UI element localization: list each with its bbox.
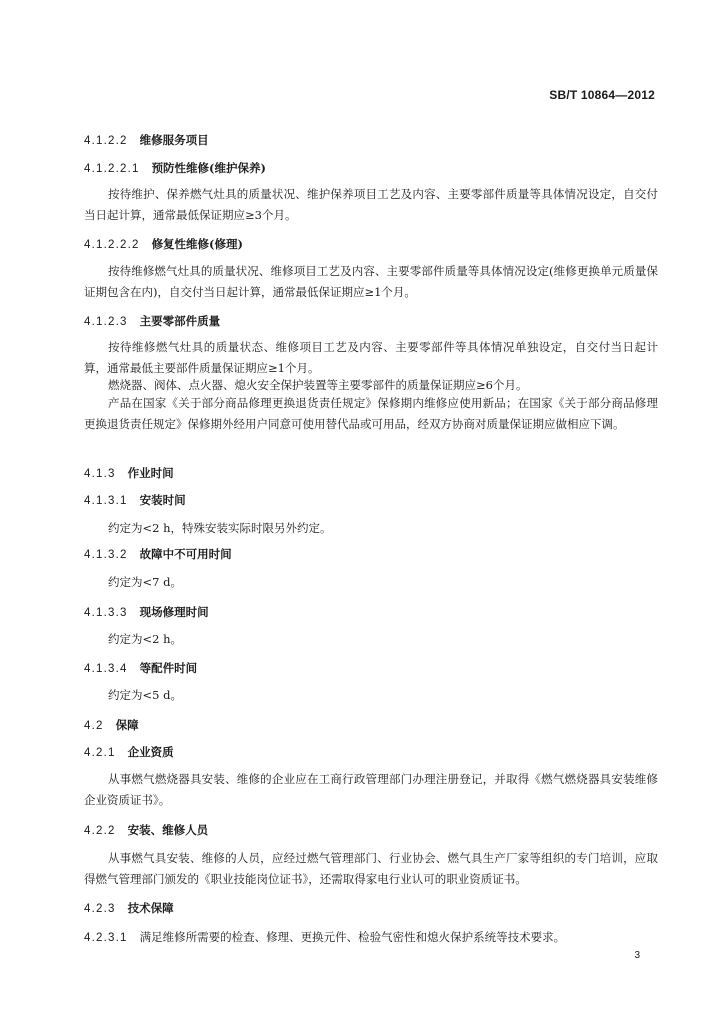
paragraph: 从事燃气燃烧器具安装、维修的企业应在工商行政管理部门办理注册登记，并取得《燃气燃烧器具安装维修企业资质证书》。: [84, 772, 658, 807]
section-number: 4.1.3.1: [84, 495, 128, 507]
paragraph: 按待维修燃气灶具的质量状况、维修项目工艺及内容、主要零部件质量等具体情况设定(维修更换单元质量保证期包含在内)，自交付当日起计算，通常最低保证期应≥1个月。: [84, 264, 658, 299]
heading-4-1-3-2: [84, 546, 232, 562]
heading-4-1-3-3: [84, 604, 209, 620]
heading-4-2: [84, 717, 139, 733]
section-number: 4.2.1: [84, 747, 116, 759]
section-title: 作业时间: [127, 466, 174, 480]
section-title: 预防性维修(维护保养): [151, 161, 266, 175]
paragraph: 按待维修燃气灶具的质量状态、维修项目工艺及内容、主要零部件等具体情况单独设定，自交付当日起计算，通常最低主要部件质量保证期应≥1个月。: [84, 340, 658, 375]
paragraph: 产品在国家《关于部分商品修理更换退货责任规定》保修期内维修应使用新品；在国家《关于部分商品修理更换退货责任规定》保修期外经用户同意可使用替代品或可用品，经双方协商对质量保证期应做相应下调。: [84, 396, 658, 431]
heading-4-1-2-2: [84, 132, 209, 148]
section-number: 4.1.2.2.1: [84, 163, 140, 175]
paragraph: 燃烧器、阀体、点火器、熄火安全保护装置等主要零部件的质量保证期应≥6个月。: [108, 378, 528, 392]
section-number: 4.2.3.1: [84, 932, 128, 944]
section-number: 4.1.2.2.2: [84, 239, 140, 251]
section-title: 安装、维修人员: [127, 823, 209, 837]
clause-4-2-3-1: [84, 929, 565, 945]
heading-4-1-2-2-1: [84, 160, 266, 176]
section-title: 企业资质: [127, 745, 174, 759]
heading-4-1-2-3: [84, 313, 220, 329]
paragraph: 从事燃气具安装、维修的人员，应经过燃气管理部门、行业协会、燃气具生产厂家等组织的专门培训，应取得燃气管理部门颁发的《职业技能岗位证书》，还需取得家电行业认可的职业资质证书。: [84, 851, 658, 886]
heading-4-1-3-1: [84, 492, 186, 508]
section-number: 4.2.3: [84, 903, 116, 915]
heading-4-2-3: [84, 900, 174, 916]
section-number: 4.1.2.2: [84, 135, 128, 147]
section-title: 维修服务项目: [139, 133, 209, 147]
heading-4-2-1: [84, 744, 174, 760]
page-number: 3: [634, 950, 640, 961]
paragraph: 约定为<7 d。: [108, 575, 182, 589]
section-title: 保障: [115, 718, 139, 732]
paragraph: 约定为<2 h。: [108, 632, 183, 646]
section-number: 4.1.3.2: [84, 549, 128, 561]
section-title: 安装时间: [139, 493, 186, 507]
section-title: 故障中不可用时间: [139, 547, 232, 561]
section-title: 等配件时间: [139, 661, 198, 675]
section-number: 4.1.3.3: [84, 607, 128, 619]
section-title: 技术保障: [127, 901, 174, 915]
paragraph: 约定为<2 h，特殊安装实际时限另外约定。: [108, 521, 332, 535]
paragraph: 按待维护、保养燃气灶具的质量状况、维护保养项目工艺及内容、主要零部件质量等具体情况设定，自交付当日起计算，通常最低保证期应≥3个月。: [84, 187, 658, 222]
section-title: 现场修理时间: [139, 605, 209, 619]
clause-text: 满足维修所需要的检查、修理、更换元件、检验气密性和熄火保护系统等技术要求。: [139, 930, 566, 944]
section-number: 4.2.2: [84, 825, 116, 837]
section-title: 主要零部件质量: [139, 314, 221, 328]
paragraph: 约定为<5 d。: [108, 688, 182, 702]
heading-4-1-2-2-2: [84, 236, 243, 252]
heading-4-1-3-4: [84, 660, 197, 676]
section-number: 4.1.2.3: [84, 316, 128, 328]
section-number: 4.2: [84, 720, 104, 732]
section-title: 修复性维修(修理): [151, 237, 243, 251]
heading-4-2-2: [84, 822, 208, 838]
section-number: 4.1.3.4: [84, 663, 128, 675]
heading-4-1-3: [84, 465, 174, 481]
standard-code: SB/T 10864—2012: [549, 88, 655, 102]
section-number: 4.1.3: [84, 468, 116, 480]
